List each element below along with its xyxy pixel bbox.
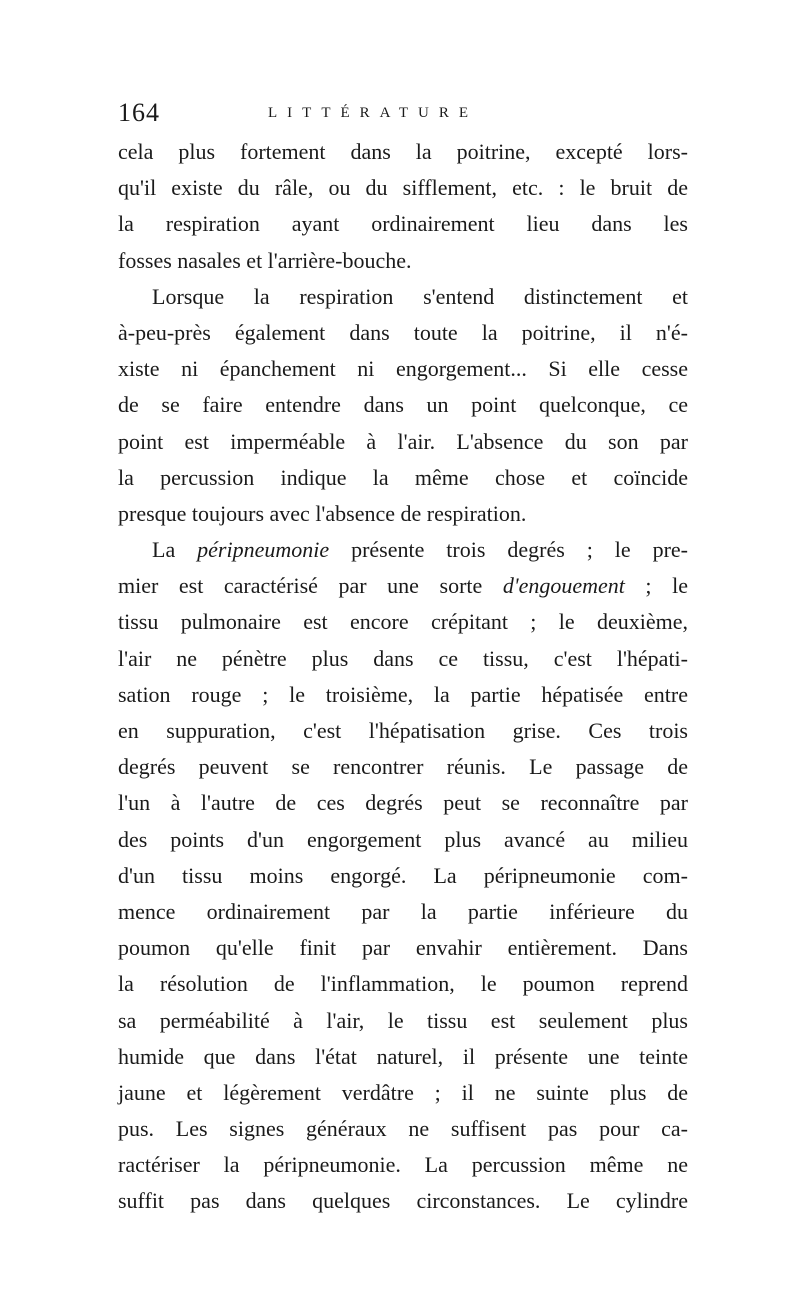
text-line	[118, 568, 688, 604]
text-line: de se faire entendre dans un point quelconque, ce	[118, 392, 688, 418]
text-line: ractériser la péripneumonie. La percussion même ne	[118, 1152, 688, 1178]
text-run: ; le	[624, 573, 688, 599]
text-line: presque toujours avec l'absence de respiration.	[118, 500, 527, 526]
text-line: l'un à l'autre de ces degrés peut se reconnaître par	[118, 790, 688, 816]
text-line: Lorsque la respiration s'entend distinctement et	[152, 283, 688, 309]
page-number: 164	[118, 98, 160, 127]
running-head: LITTÉRATURE	[268, 105, 478, 121]
text-line: l'air ne pénètre plus dans ce tissu, c'est l'hépati-	[118, 645, 688, 671]
text-line: degrés peuvent se rencontrer réunis. Le passage de	[118, 754, 688, 780]
text-line: suffit pas dans quelques circonstances. Le cylindre	[118, 1188, 688, 1214]
italic-term: d'engouement	[502, 573, 625, 599]
text-line: sa perméabilité à l'air, le tissu est seulement plus	[118, 1007, 688, 1033]
body-text	[118, 134, 688, 1220]
text-line: en suppuration, c'est l'hépatisation grise. Ces trois	[118, 718, 688, 743]
text-run: La	[152, 537, 198, 563]
page-header	[118, 96, 688, 130]
text-line: pus. Les signes généraux ne suffisent pas pour ca-	[118, 1116, 688, 1142]
text-line: la respiration ayant ordinairement lieu dans les	[118, 211, 688, 237]
text-line: des points d'un engorgement plus avancé au milieu	[118, 826, 688, 852]
text-line: xiste ni épanchement ni engorgement... Si elle cesse	[118, 356, 688, 382]
text-line: la percussion indique la même chose et coïncide	[118, 464, 688, 490]
text-run: présente trois degrés ; le pre-	[329, 537, 689, 563]
text-line: jaune et légèrement verdâtre ; il ne suinte plus de	[118, 1079, 688, 1105]
text-line: point est imperméable à l'air. L'absence du son par	[118, 428, 688, 454]
text-run: mier est caractérisé par une sorte	[118, 573, 503, 599]
text-line: fosses nasales et l'arrière-bouche.	[118, 247, 412, 273]
text-line	[118, 532, 688, 568]
text-line: poumon qu'elle finit par envahir entièrement. Dans	[118, 935, 688, 961]
text-line: sation rouge ; le troisième, la partie hépatisée entre	[118, 681, 688, 707]
italic-term: péripneumonie	[197, 537, 330, 563]
text-line: à-peu-près également dans toute la poitrine, il n'é-	[118, 319, 688, 345]
text-line: la résolution de l'inflammation, le poumon reprend	[118, 971, 688, 997]
text-line: humide que dans l'état naturel, il présente une teinte	[118, 1043, 688, 1069]
text-line: qu'il existe du râle, ou du sifflement, etc. : le bruit de	[118, 175, 688, 201]
text-line: mence ordinairement par la partie inférieure du	[118, 898, 688, 924]
text-line: tissu pulmonaire est encore crépitant ; le deuxième,	[118, 609, 688, 635]
text-line: d'un tissu moins engorgé. La péripneumonie com-	[118, 862, 688, 888]
text-line: cela plus fortement dans la poitrine, excepté lors-	[118, 139, 688, 164]
